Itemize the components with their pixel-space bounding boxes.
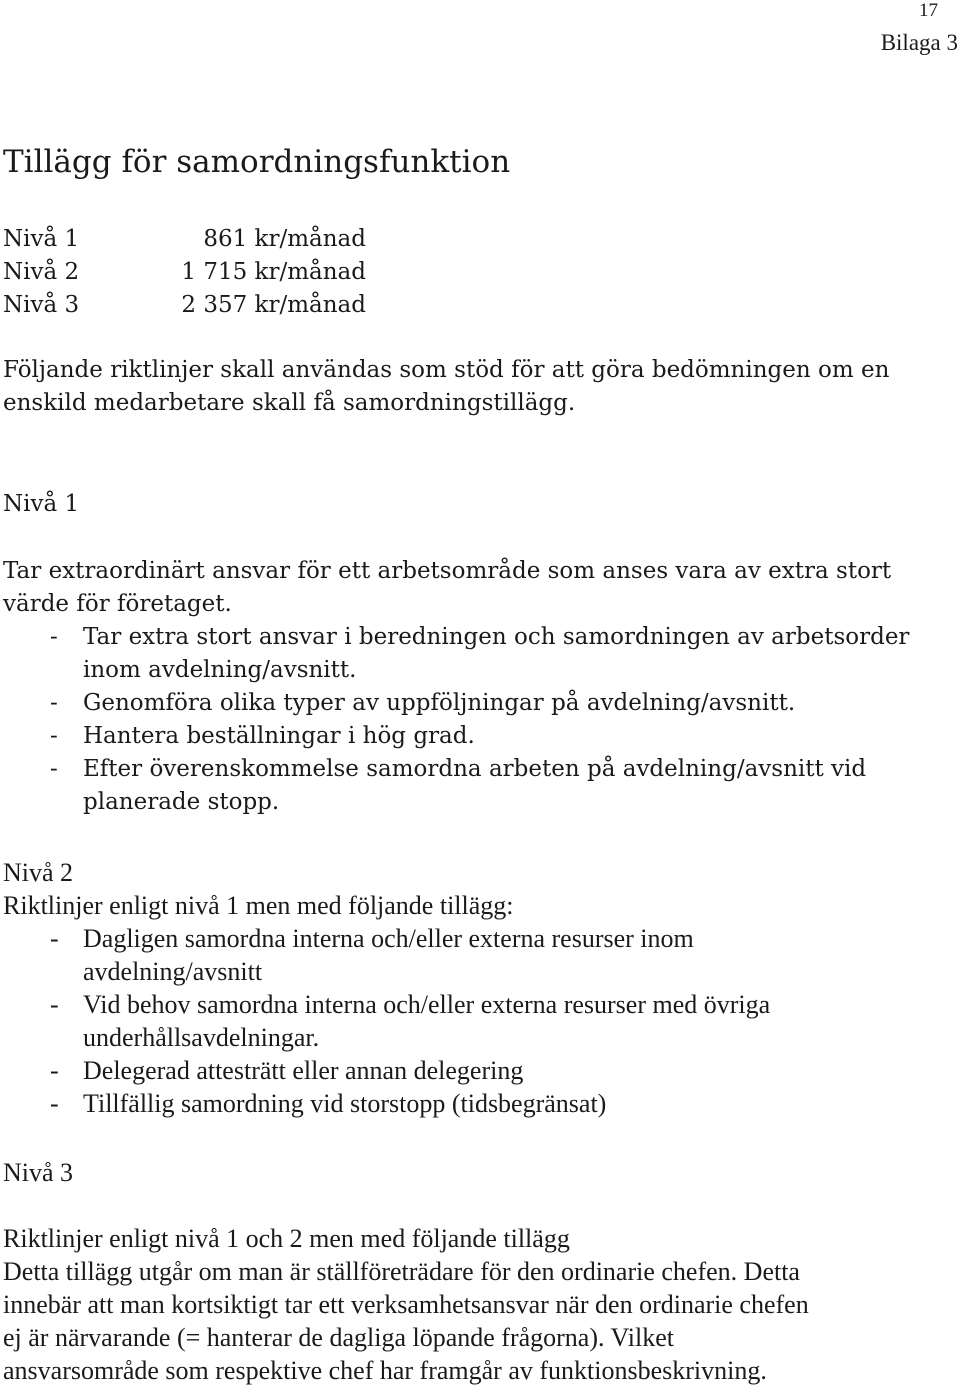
- dash-bullet: -: [50, 1089, 59, 1118]
- rate-row: [3, 223, 366, 256]
- level1-line: Tar extraordinärt ansvar för ett arbetsområde som anses vara av extra stort: [3, 558, 892, 584]
- level1-section: [3, 555, 909, 819]
- list-item: [50, 753, 909, 819]
- dash-bullet: -: [50, 1056, 59, 1085]
- level3-heading: Nivå 3: [3, 1158, 74, 1187]
- intro-paragraph: [3, 354, 889, 420]
- list-item: [50, 687, 909, 720]
- appendix-label: Bilaga 3: [880, 30, 958, 55]
- list-item: [50, 1087, 770, 1120]
- list-item-line: inom avdelning/avsnitt.: [83, 657, 357, 683]
- dash-bullet: -: [50, 924, 59, 953]
- level1-line: värde för företaget.: [3, 591, 232, 617]
- dash-bullet: -: [50, 990, 59, 1019]
- dash-bullet: -: [50, 756, 58, 782]
- rate-amount: 1 715 kr/månad: [181, 259, 366, 285]
- list-item-line: Hantera beställningar i hög grad.: [83, 723, 475, 749]
- level1-heading: Nivå 1: [3, 491, 80, 517]
- dash-bullet: -: [50, 723, 58, 749]
- intro-line: enskild medarbetare skall få samordningstillägg.: [3, 390, 576, 416]
- rate-amount: 2 357 kr/månad: [181, 292, 366, 318]
- list-item-line: Tar extra stort ansvar i beredningen och samordningen av arbetsorder: [83, 624, 910, 650]
- list-item-line: avdelning/avsnitt: [83, 957, 263, 986]
- list-item: [50, 988, 770, 1054]
- list-item: [50, 720, 909, 753]
- level3-line: Riktlinjer enligt nivå 1 och 2 men med följande tillägg: [3, 1224, 570, 1253]
- list-item-line: planerade stopp.: [83, 789, 280, 815]
- level3-line: innebär att man kortsiktigt tar ett verksamhetsansvar när den ordinarie chefen: [3, 1290, 809, 1319]
- page-title: Tillägg för samordningsfunktion: [3, 144, 511, 180]
- rates-table: [3, 223, 366, 322]
- dash-bullet: -: [50, 624, 58, 650]
- list-item-line: Dagligen samordna interna och/eller externa resurser inom: [83, 924, 694, 953]
- list-item: [50, 1054, 770, 1087]
- rate-level: Nivå 3: [3, 292, 80, 318]
- level3-line: ansvarsområde som respektive chef har framgår av funktionsbeskrivning.: [3, 1356, 767, 1385]
- list-item-line: Delegerad attesträtt eller annan delegering: [83, 1056, 524, 1085]
- rate-level: Nivå 2: [3, 259, 80, 285]
- list-item-line: Genomföra olika typer av uppföljningar på avdelning/avsnitt.: [83, 690, 796, 716]
- list-item: [50, 922, 770, 988]
- page-number: 17: [919, 0, 938, 21]
- list-item-line: underhållsavdelningar.: [83, 1023, 320, 1052]
- level3-line: Detta tillägg utgår om man är ställföreträdare för den ordinarie chefen. Detta: [3, 1257, 800, 1286]
- level2-intro: Riktlinjer enligt nivå 1 men med följande tillägg:: [3, 891, 514, 920]
- list-item-line: Efter överenskommelse samordna arbeten på avdelning/avsnitt vid: [83, 756, 867, 782]
- list-item-line: Tillfällig samordning vid storstopp (tidsbegränsat): [83, 1089, 607, 1118]
- rate-row: [3, 256, 366, 289]
- intro-line: Följande riktlinjer skall användas som stöd för att göra bedömningen om en: [3, 357, 890, 383]
- level2-heading: Nivå 2: [3, 858, 74, 887]
- rate-amount: 861 kr/månad: [203, 226, 366, 252]
- dash-bullet: -: [50, 690, 58, 716]
- level3-section: [3, 1222, 809, 1387]
- list-item-line: Vid behov samordna interna och/eller externa resurser med övriga: [83, 990, 771, 1019]
- rate-level: Nivå 1: [3, 226, 80, 252]
- level3-line: ej är närvarande (= hanterar de dagliga löpande frågorna). Vilket: [3, 1323, 674, 1352]
- level2-section: [3, 856, 770, 1120]
- list-item: [50, 621, 909, 687]
- rate-row: [3, 289, 366, 322]
